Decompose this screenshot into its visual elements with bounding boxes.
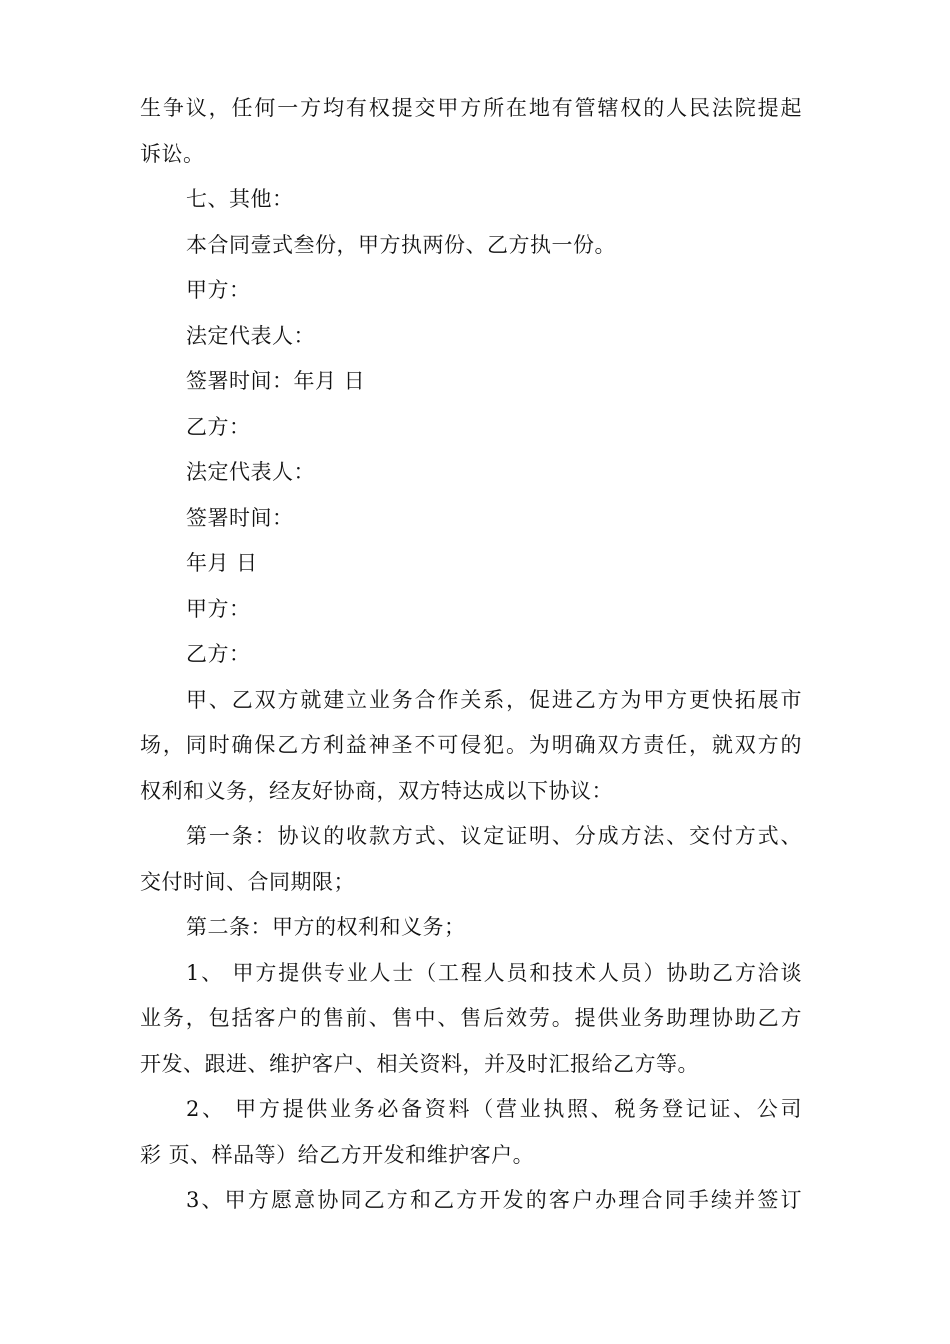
signature-label: 乙方： [186, 414, 251, 439]
text-line: 场，同时确保乙方利益神圣不可侵犯。为明确双方责任，就双方的 [140, 733, 802, 757]
text-line: 交付时间、合同期限； [140, 869, 355, 894]
party-label: 甲方： [186, 596, 251, 621]
text-line: 开发、跟进、维护客户、相关资料，并及时汇报给乙方等。 [140, 1051, 699, 1076]
text-line: 甲、乙双方就建立业务合作关系，促进乙方为甲方更快拓展市 [186, 687, 802, 712]
article-line: 第一条：协议的收款方式、议定证明、分成方法、交付方式、 [186, 824, 802, 848]
text-line: 彩 页、样品等）给乙方开发和维护客户。 [140, 1142, 535, 1167]
clause-line: 3、甲方愿意协同乙方和乙方开发的客户办理合同手续并签订 [186, 1188, 802, 1212]
signature-label: 法定代表人： [186, 460, 315, 484]
signature-date: 签署时间：年月 日 [186, 369, 366, 393]
text-line: 业务，包括客户的售前、售中、售后效劳。提供业务助理协助乙方 [140, 1006, 802, 1030]
signature-date: 年月 日 [186, 551, 258, 575]
party-label: 乙方： [186, 642, 251, 666]
clause-line: 2、 甲方提供业务必备资料（营业执照、税务登记证、公司 [186, 1097, 802, 1121]
text-line: 权利和义务，经友好协商，双方特达成以下协议： [140, 778, 613, 803]
signature-date: 签署时间： [186, 505, 294, 530]
clause-line: 1、 甲方提供专业人士（工程人员和技术人员）协助乙方洽谈 [186, 960, 802, 985]
signature-label: 法定代表人： [186, 323, 315, 348]
document-body [140, 86, 812, 1224]
text-line: 生争议，任何一方均有权提交甲方所在地有管辖权的人民法院提起 [140, 96, 802, 120]
section-heading: 七、其他： [186, 187, 294, 211]
text-line: 本合同壹式叁份，甲方执两份、乙方执一份。 [186, 232, 616, 257]
article-line: 第二条：甲方的权利和义务； [186, 915, 466, 939]
signature-label: 甲方： [186, 278, 251, 302]
text-line: 诉讼。 [140, 141, 205, 166]
